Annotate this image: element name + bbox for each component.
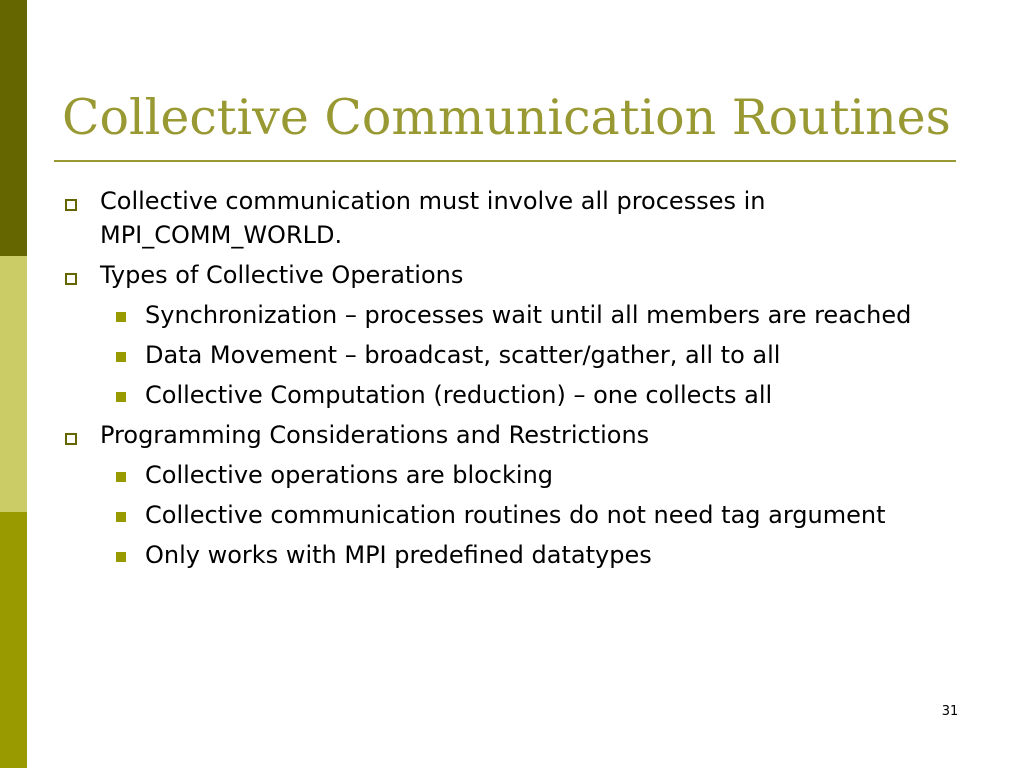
list-item [62, 378, 952, 412]
solid-square-bullet-icon [116, 352, 126, 362]
list-item [62, 258, 952, 292]
list-item-text: Collective Computation (reduction) – one collects all [145, 381, 773, 409]
side-bar-bottom [0, 512, 27, 768]
bullet-list [62, 184, 952, 578]
list-item-text: Collective communication routines do not need tag argument [145, 501, 886, 529]
solid-square-bullet-icon [116, 392, 126, 402]
slide-title: Collective Communication Routines [62, 89, 951, 146]
page-number: 31 [941, 704, 959, 719]
list-item [62, 458, 952, 492]
side-bar-top [0, 0, 27, 256]
hollow-square-bullet-icon [65, 433, 77, 445]
solid-square-bullet-icon [116, 472, 126, 482]
list-item-text: Programming Considerations and Restrictions [100, 421, 650, 449]
list-item [62, 338, 952, 372]
list-item-text: Synchronization – processes wait until all members are reached [145, 301, 912, 329]
list-item-text: Collective operations are blocking [145, 461, 554, 489]
list-item-text: Types of Collective Operations [100, 261, 464, 289]
list-item-text: Data Movement – broadcast, scatter/gather, all to all [145, 341, 781, 369]
solid-square-bullet-icon [116, 552, 126, 562]
side-bar-middle [0, 256, 27, 512]
list-item [62, 184, 952, 252]
list-item-text: Collective communication must involve all processes in MPI_COMM_WORLD. [100, 187, 766, 249]
hollow-square-bullet-icon [65, 273, 77, 285]
list-item [62, 418, 952, 452]
hollow-square-bullet-icon [65, 199, 77, 211]
title-divider [54, 160, 956, 162]
list-item [62, 498, 952, 532]
solid-square-bullet-icon [116, 312, 126, 322]
solid-square-bullet-icon [116, 512, 126, 522]
list-item [62, 538, 952, 572]
list-item-text: Only works with MPI predefined datatypes [145, 541, 652, 569]
list-item [62, 298, 952, 332]
